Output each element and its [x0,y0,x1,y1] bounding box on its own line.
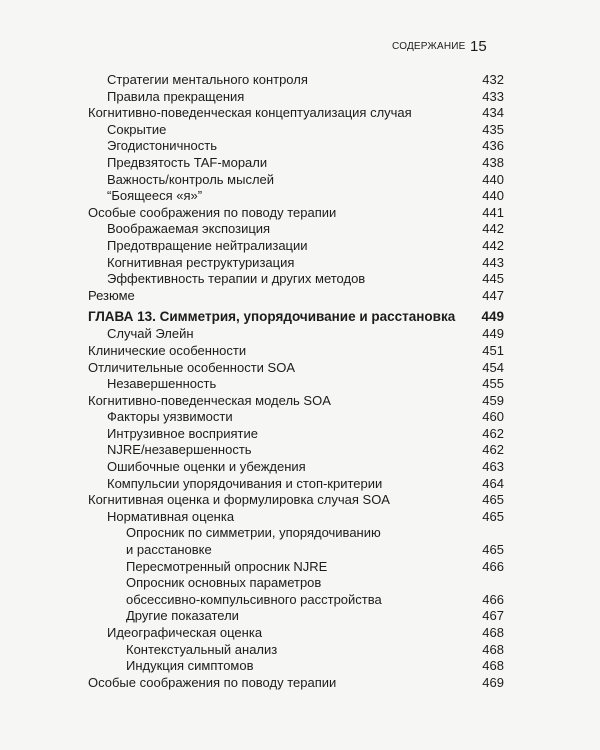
toc-entry [88,122,504,139]
toc-entry-page: 465 [482,508,504,524]
toc-entry-title: Интрузивное восприятие [107,425,258,441]
toc-entry-title: Отличительные особенности SOA [88,359,295,375]
toc-entry-page: 435 [482,121,504,137]
toc-entry-page: 432 [482,72,504,87]
toc-entry [88,343,504,360]
toc-entry [88,393,504,410]
toc-entry [88,138,504,155]
toc-entry-page: 466 [482,591,504,607]
toc-entry-page: 462 [482,425,504,441]
toc-entry [88,271,504,288]
toc-entry [88,288,504,305]
toc-entry-title: Эффективность терапии и других методов [107,271,366,287]
toc-entry-title: Правила прекращения [107,88,245,104]
running-title: СОДЕРЖАНИЕ [392,41,466,52]
toc-entry [88,476,504,493]
toc-entry-title: Когнитивная оценка и формулировка случая SOA [88,492,390,508]
toc-entry-title: Индукция симптомов [126,658,254,674]
toc-entry-page: 465 [482,492,504,508]
toc-entry [88,255,504,272]
toc-entry-title: NJRE/незавершенность [107,442,252,458]
toc-entry-title: Резюме [88,287,135,303]
toc-entry-page: 467 [482,608,504,624]
toc-entry-page: 436 [482,138,504,154]
toc-entry [88,72,504,89]
toc-entry-title: Клинические особенности [88,342,247,358]
toc-entry-title: Важность/контроль мыслей [107,171,275,187]
toc-entry [88,658,504,675]
toc-entry-page: 447 [482,287,504,303]
toc-entry-title: Компульсии упорядочивания и стоп-критерии [107,475,383,491]
toc-entry-page: 454 [482,359,504,375]
toc-section-before [88,72,504,304]
toc-entry [88,188,504,205]
toc-section-after [88,326,504,691]
toc-entry-title: “Боящееся «я»” [107,188,203,204]
toc-entry-title: Незавершенность [107,376,217,392]
toc-entry [88,642,504,659]
toc-entry [88,172,504,189]
toc-entry [88,426,504,443]
toc-entry-title: Особые соображения по поводу терапии [88,674,337,690]
toc-entry-page: 434 [482,105,504,121]
toc-entry-title: Предотвращение нейтрализации [107,237,308,253]
toc-entry [88,575,504,608]
toc-entry [88,442,504,459]
toc-entry-title: Стратегии ментального контроля [107,72,308,87]
toc-entry-title: Предвзятость TAF-морали [107,154,268,170]
toc-entry [88,459,504,476]
toc-entry [88,360,504,377]
toc-entry [88,105,504,122]
toc-entry-page: 464 [482,475,504,491]
toc-entry-title: Сокрытие [107,121,167,137]
toc-entry-page: 466 [482,558,504,574]
toc-entry-page: 445 [482,271,504,287]
toc-entry-page: 455 [482,376,504,392]
page-number: 15 [470,38,487,55]
toc-chapter-heading [88,308,504,326]
toc-entry-page: 438 [482,154,504,170]
toc-entry [88,409,504,426]
toc-entry-title: Ошибочные оценки и убеждения [107,459,306,475]
toc-entry-page: 441 [482,204,504,220]
toc-entry-page: 468 [482,625,504,640]
toc-entry-title: Опросник основных параметров обсессивно-компульсивного расстройства [126,575,382,607]
toc-entry-title: Особые соображения по поводу терапии [88,204,337,220]
toc-entry-page: 465 [482,542,504,558]
table-of-contents [88,72,504,691]
toc-entry-page: 442 [482,237,504,253]
toc-entry-page: 468 [482,658,504,674]
toc-entry-page: 440 [482,171,504,187]
toc-entry-page: 442 [482,221,504,237]
toc-entry-title: Опросник по симметрии, упорядочиванию и расстановке [126,525,381,558]
toc-entry [88,625,504,642]
toc-entry-page: 462 [482,442,504,458]
toc-entry-page: 440 [482,188,504,204]
toc-entry [88,155,504,172]
toc-entry [88,525,504,558]
toc-entry-page: 459 [482,392,504,408]
toc-entry-page: 451 [482,342,504,358]
toc-entry [88,205,504,222]
toc-entry-page: 463 [482,459,504,475]
toc-entry-page: 460 [482,409,504,425]
toc-entry [88,492,504,509]
toc-entry-title: Пересмотренный опросник NJRE [126,558,328,574]
toc-entry-title: Идеографическая оценка [107,625,263,640]
toc-entry [88,675,504,692]
toc-entry [88,238,504,255]
toc-entry-page: 443 [482,254,504,270]
toc-entry-title: Нормативная оценка [107,508,235,524]
toc-entry-title: Случай Элейн [107,326,194,342]
toc-entry-page: 469 [482,674,504,690]
toc-entry-title: Контекстуальный анализ [126,641,278,657]
toc-entry [88,509,504,526]
toc-entry [88,326,504,343]
toc-entry-title: Другие показатели [126,608,239,624]
chapter-page: 449 [481,309,504,325]
toc-entry-title: Эгодистоничность [107,138,217,154]
toc-entry-page: 468 [482,641,504,657]
toc-entry-title: Когнитивная реструктуризация [107,254,295,270]
toc-entry-page: 433 [482,88,504,104]
toc-entry [88,89,504,106]
toc-entry [88,221,504,238]
toc-entry [88,376,504,393]
chapter-title: ГЛАВА 13. Симметрия, упорядочивание и расстановка [88,309,456,325]
toc-entry-title: Когнитивно-поведенческая модель SOA [88,392,331,408]
toc-entry-title: Когнитивно-поведенческая концептуализация случая [88,105,412,121]
toc-entry [88,608,504,625]
toc-entry-page: 449 [482,326,504,342]
toc-entry [88,559,504,576]
toc-entry-title: Воображаемая экспозиция [107,221,271,237]
toc-entry-title: Факторы уязвимости [107,409,233,425]
